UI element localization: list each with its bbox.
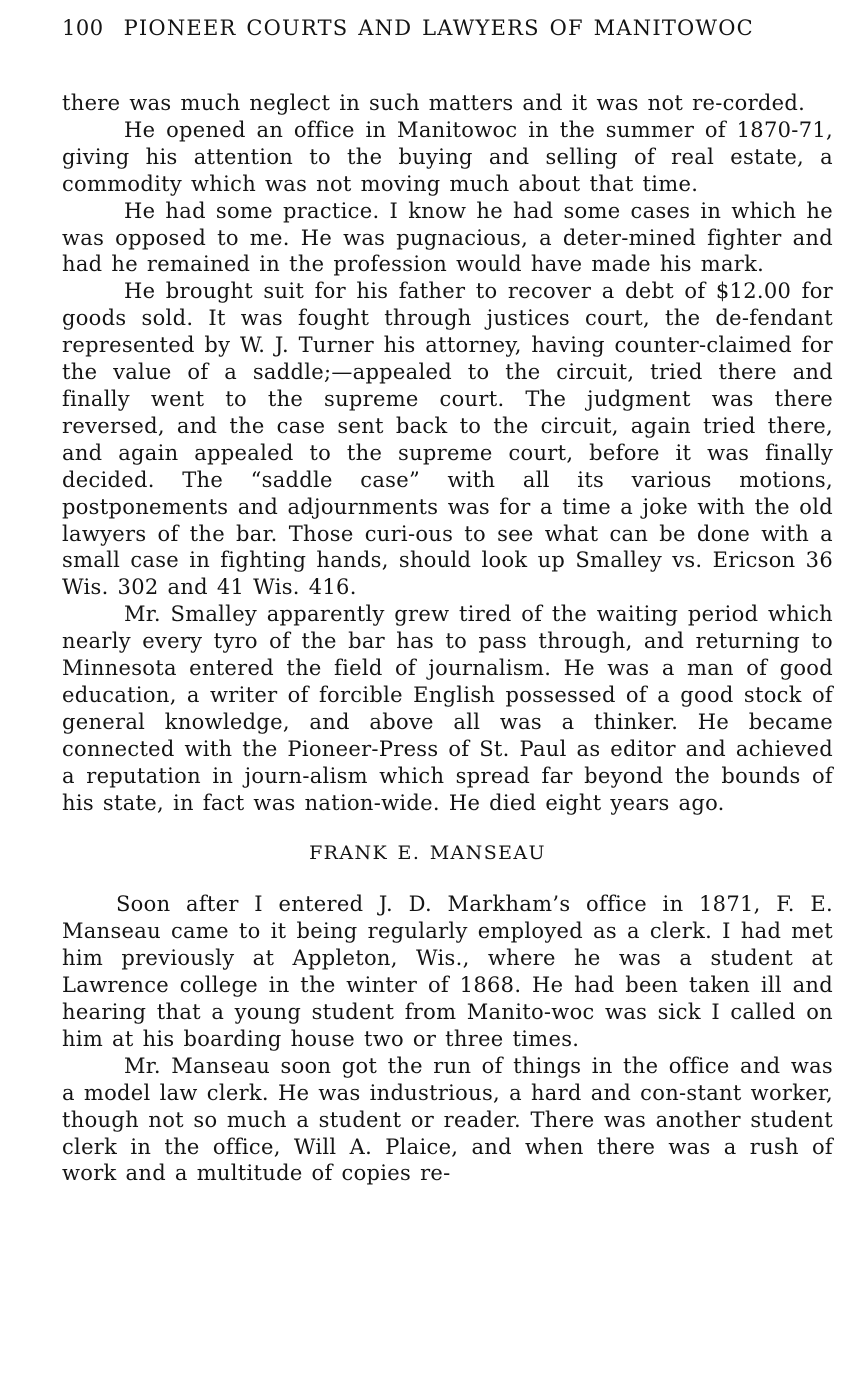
running-title: PIONEER COURTS AND LAWYERS OF MANITOWOC [123,16,754,40]
section-heading: FRANK E. MANSEAU [309,842,546,865]
paragraph-continuation: there was much neglect in such matters and it was not re-corded. [62,91,806,115]
paragraph-manseau-clerk: Mr. Manseau soon got the run of things in the office and was a model law clerk. He was industrious, a hard and con-stant worker, though not so much a student or reader. There was another student clerk in the office, Will A. Plaice, and when there was a rush of work and a multitude of copies re- [62,1053,833,1186]
paragraph-saddle-case: He brought suit for his father to recover a debt of $12.00 for goods sold. It was fought through justices court, the de-fendant represented by W. J. Turner his attorney, having counter-claimed for the value of a saddle;—appealed to the circuit, tried there and finally went to the supreme court. The judgment was there reversed, and the case sent back to the circuit, again tried there, and again appealed to the supreme court, before it was finally decided. The “saddle case” with all its various motions, postponements and adjournments was for a time a joke with the old lawyers of the bar. Those curi-ous to see what can be done with a small case in fighting hands, should look up Smalley vs. Ericson 36 Wis. 302 and 41 Wis. 416. [62,279,833,600]
paragraph-practice: He had some practice. I know he had some cases in which he was opposed to me. He was pugnacious, a deter-mined fighter and had he remained in the profession would have made his mark. [62,198,833,277]
section-text [62,891,833,1187]
page-number: 100 [62,16,104,40]
paragraph-manseau-intro: Soon after I entered J. D. Markham’s office in 1871, F. E. Manseau came to it being regularly employed as a clerk. I had met him previously at Appleton, Wis., where he was a student at Lawrence college in the winter of 1868. He had been taken ill and hearing that a young student from Manito-woc was sick I called on him at his boarding house two or three times. [62,892,833,1051]
paragraph-journalism: Mr. Smalley apparently grew tired of the waiting period which nearly every tyro of the bar has to pass through, and returning to Minnesota entered the field of journalism. He was a man of good education, a writer of forcible English possessed of a good stock of general knowledge, and above all was a thinker. He became connected with the Pioneer-Press of St. Paul as editor and achieved a reputation in journ-alism which spread far beyond the bounds of his state, in fact was nation-wide. He died eight years ago. [62,602,833,815]
paragraph-office: He opened an office in Manitowoc in the summer of 1870-71, giving his attention to the buying and selling of real estate, a commodity which was not moving much about that time. [62,117,833,196]
body-text [62,90,833,1187]
running-head [62,16,833,60]
